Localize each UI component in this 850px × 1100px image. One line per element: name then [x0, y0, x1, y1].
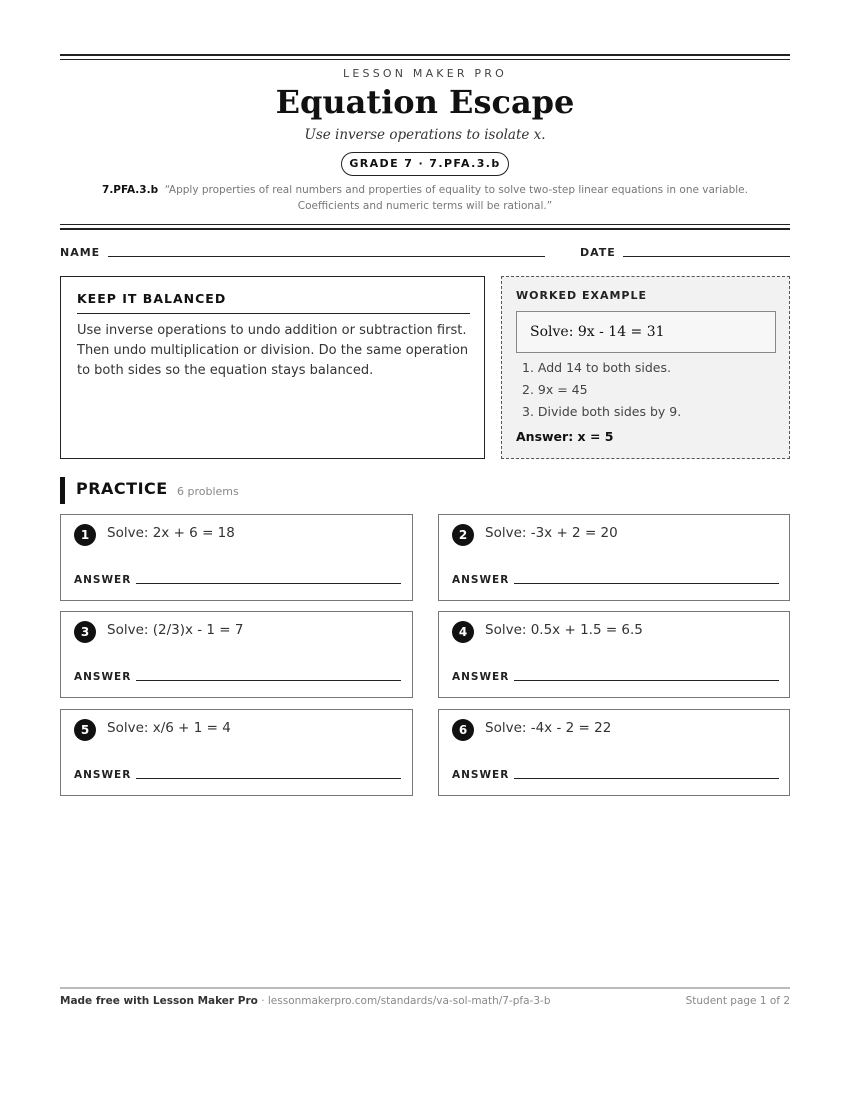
problem-number-badge: 6: [452, 719, 474, 741]
worked-example-heading: WORKED EXAMPLE: [516, 289, 647, 302]
worked-example-steps: [522, 357, 681, 423]
standard-description: [70, 182, 780, 214]
footer-made-with: Made free with Lesson Maker Pro: [60, 995, 258, 1007]
page-subtitle: Use inverse operations to isolate x.: [304, 127, 546, 143]
answer-field[interactable]: [514, 680, 779, 681]
worked-example-box: [501, 276, 790, 459]
standard-text: “Apply properties of real numbers and properties of equality to solve two-step linear equations in one variable. Coefficients and numeric terms will be rational.”: [164, 184, 748, 212]
problem-card-6: [438, 709, 790, 796]
footer-rule: [60, 987, 790, 989]
answer-field[interactable]: [514, 583, 779, 584]
brand-name: LESSON MAKER PRO: [343, 67, 507, 80]
answer-label: ANSWER: [74, 574, 132, 586]
answer-label: ANSWER: [452, 769, 510, 781]
answer-field[interactable]: [514, 778, 779, 779]
practice-accent-bar: [60, 477, 65, 504]
worksheet-page: [60, 0, 790, 1100]
standard-code: 7.PFA.3.b: [102, 184, 159, 196]
problem-question: Solve: -4x - 2 = 22: [485, 720, 612, 736]
worked-step: 2. 9x = 45: [522, 382, 588, 397]
grade-badge: GRADE 7 · 7.PFA.3.b: [341, 152, 509, 176]
problem-card-5: [60, 709, 413, 796]
problem-question: Solve: -3x + 2 = 20: [485, 525, 618, 541]
problem-number-badge: 1: [74, 524, 96, 546]
problem-number-badge: 4: [452, 621, 474, 643]
problem-card-2: [438, 514, 790, 601]
answer-label: ANSWER: [74, 769, 132, 781]
date-label: DATE: [580, 246, 616, 259]
footer-credit: [60, 995, 551, 1007]
answer-field[interactable]: [136, 583, 401, 584]
footer-page-number: Student page 1 of 2: [685, 995, 790, 1007]
name-field[interactable]: [108, 256, 545, 257]
header-bottom-rule: [60, 224, 790, 230]
problem-card-3: [60, 611, 413, 698]
problem-number-badge: 5: [74, 719, 96, 741]
problem-number-badge: 3: [74, 621, 96, 643]
problem-question: Solve: x/6 + 1 = 4: [107, 720, 231, 736]
worked-step: 3. Divide both sides by 9.: [522, 404, 682, 419]
answer-field[interactable]: [136, 680, 401, 681]
problem-card-1: [60, 514, 413, 601]
date-field[interactable]: [623, 256, 790, 257]
balanced-body: Use inverse operations to undo addition or subtraction first. Then undo multiplication or division. Do the same operation to both sides so the equation stays balanced.: [77, 323, 469, 378]
name-label: NAME: [60, 246, 101, 259]
keep-it-balanced-box: [60, 276, 485, 459]
problem-question: Solve: (2/3)x - 1 = 7: [107, 622, 244, 638]
worked-example-problem: Solve: 9x - 14 = 31: [516, 311, 776, 353]
footer-url[interactable]: · lessonmakerpro.com/standards/va-sol-math/7-pfa-3-b: [257, 995, 551, 1007]
problem-card-4: [438, 611, 790, 698]
header-top-rule: [60, 54, 790, 60]
page-title: Equation Escape: [275, 83, 575, 121]
practice-title: PRACTICE: [76, 479, 168, 498]
answer-label: ANSWER: [452, 671, 510, 683]
problem-number-badge: 2: [452, 524, 474, 546]
problem-question: Solve: 0.5x + 1.5 = 6.5: [485, 622, 643, 638]
balanced-heading: KEEP IT BALANCED: [77, 291, 227, 306]
worked-step: 1. Add 14 to both sides.: [522, 360, 671, 375]
practice-count: 6 problems: [177, 485, 239, 498]
problem-question: Solve: 2x + 6 = 18: [107, 525, 235, 541]
answer-label: ANSWER: [452, 574, 510, 586]
balanced-heading-rule: [77, 313, 470, 314]
answer-field[interactable]: [136, 778, 401, 779]
worked-example-answer: Answer: x = 5: [516, 429, 614, 444]
answer-label: ANSWER: [74, 671, 132, 683]
